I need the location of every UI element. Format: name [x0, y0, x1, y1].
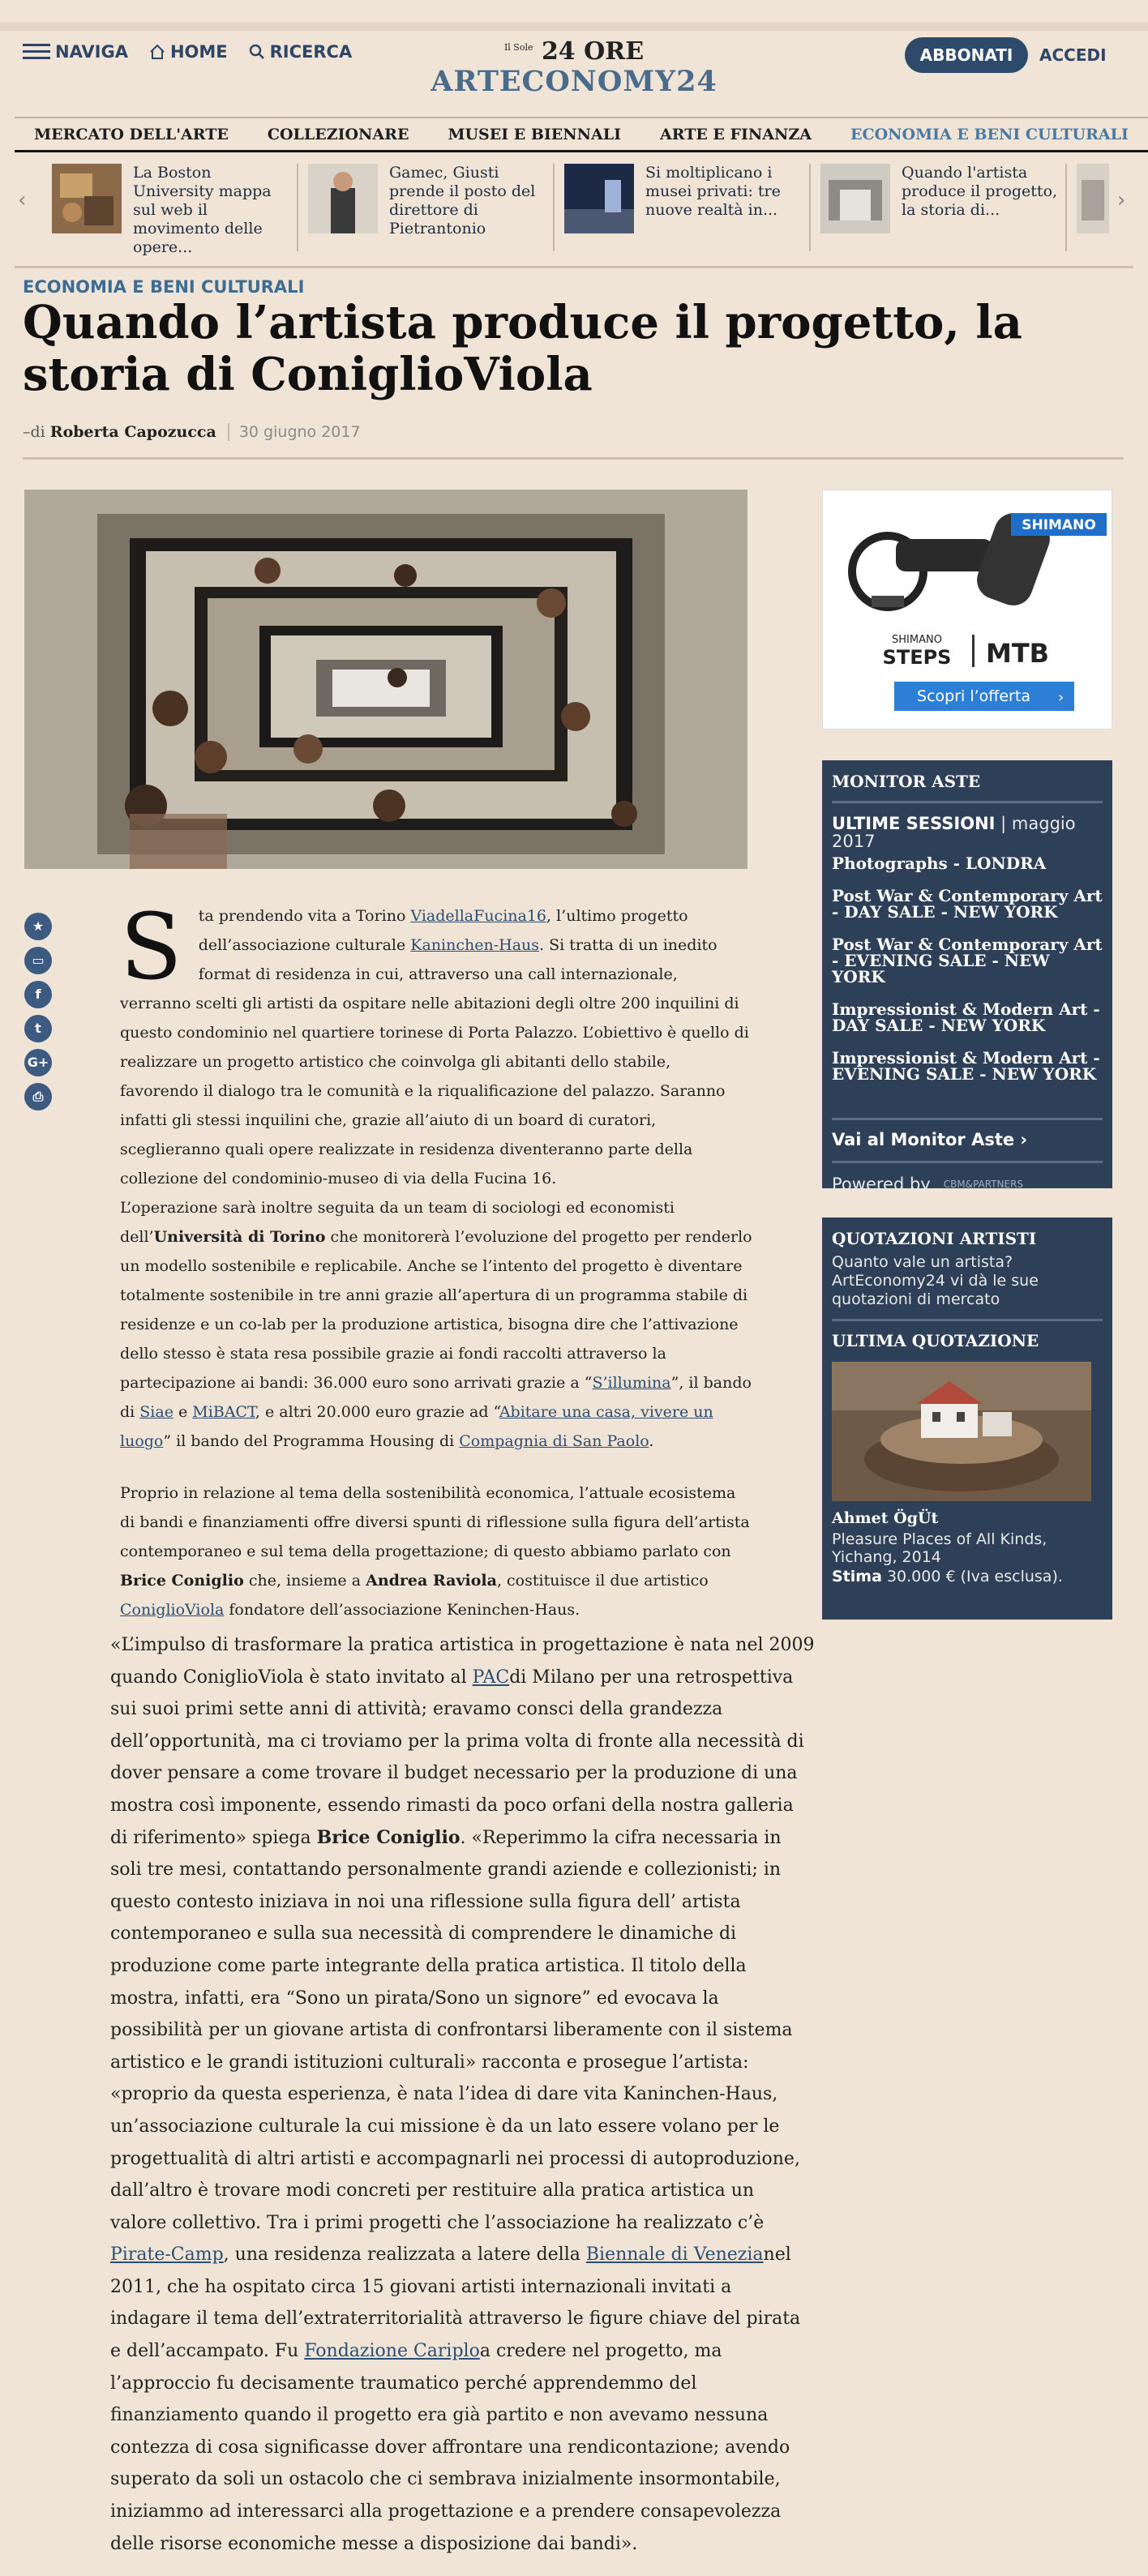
article-body-quote	[110, 1629, 816, 2560]
text: . «Reperimmo la cifra necessaria in soli tre mesi, contattando personalmente grandi aziende e collezionisti; in questo contesto iniziava in noi una riflessione sulla figura dell’ artista contemporaneo e sulla sua necessità di comprendere le dinamiche di produzione come parte integrante della pratica artistica. Il titolo della mostra, infatti, era “Sono un pirata/Sono un signore” ed evocava la possibilità per un giovane artista di confrontarsi liberamente con il sistema artistico e le grandi istituzioni culturali» racconta e prosegue l’artista: «proprio da questa esperienza, è nata l’idea di dare vita Kaninchen-Haus, un’associazione culturale la cui missione è da un lato essere volano per le progettualità di altri artisti e accompagnarli nei processi di autoproduzione, dall’altro è trovare modi concreti per restituire alla pratica artistica un valore collettivo. Tra i primi progetti che l’associazione ha realizzato c’è	[110, 1827, 800, 2233]
bold-text: Università di Torino	[153, 1228, 326, 1246]
link-fondazione-cariplo[interactable]: Fondazione Cariplo	[304, 2341, 480, 2362]
text: «L’impulso di trasformare la pratica artistica in progettazione è nata nel 2009 quando ConiglioViola è stato invitato al	[110, 1635, 815, 1688]
stima-label: Stima	[832, 1568, 882, 1585]
link-pirate-camp[interactable]: Pirate-Camp	[110, 2244, 224, 2266]
partner-logo[interactable]: CBM&PARTNERS	[943, 1179, 1024, 1190]
publish-date: 30 giugno 2017	[228, 423, 361, 441]
paragraph	[120, 895, 752, 1193]
search-icon	[249, 44, 265, 60]
divider	[832, 1319, 1103, 1321]
auction-item[interactable]: Photographs - LONDRA	[832, 854, 1047, 873]
section-economia[interactable]: ECONOMIA E BENI CULTURALI	[850, 125, 1129, 143]
section-collezionare[interactable]: COLLEZIONARE	[267, 125, 409, 143]
link-biennale-venezia[interactable]: Biennale di Venezia	[585, 2244, 764, 2266]
ricerca-label: RICERCA	[269, 42, 353, 62]
link-kaninchen-haus[interactable]: Kaninchen-Haus	[410, 936, 540, 954]
link-sillumina[interactable]: S’illumina	[592, 1374, 671, 1392]
text: ”, il bando di	[120, 1374, 752, 1421]
link-pac[interactable]: PAC	[472, 1667, 510, 1688]
divider	[832, 1118, 1103, 1120]
link-coniglioviola[interactable]: ConiglioViola	[120, 1601, 225, 1619]
section-arte-finanza[interactable]: ARTE E FINANZA	[660, 125, 812, 143]
section-musei[interactable]: MUSEI E BIENNALI	[448, 125, 621, 143]
login-link[interactable]: ACCEDI	[1039, 45, 1107, 65]
carousel-item[interactable]	[52, 164, 295, 256]
author-name[interactable]: Roberta Capozucca	[49, 423, 216, 441]
ad-product-line1: SHIMANO	[892, 634, 942, 646]
bold-text: Andrea Raviola	[366, 1572, 497, 1590]
artwork-title: Pleasure Places of All Kinds, Yichang, 2014	[832, 1530, 1047, 1566]
text: nel 2011, che ha ospitato circa 15 giovani artisti internazionali invitati a indagare il tema dell’extraterritorialità attraverso le figure chiave del pirata e dell’accampato. Fu	[110, 2244, 801, 2362]
text: ” il bando del Programma Housing di	[163, 1432, 460, 1450]
carousel-title: Si moltiplicano i musei privati: tre nuove realtà in...	[645, 164, 781, 219]
divider	[832, 1161, 1103, 1163]
stima-value: 30.000 € (Iva esclusa).	[886, 1568, 1063, 1585]
last-quote-label: ULTIMA QUOTAZIONE	[832, 1331, 1039, 1350]
drop-cap: S	[120, 895, 182, 1000]
ad-brand: SHIMANO	[1022, 517, 1096, 533]
ad-product-line2: STEPS	[882, 646, 952, 669]
text: , e altri 20.000 euro grazie ad “	[255, 1403, 499, 1421]
powered-by	[832, 1175, 1103, 1194]
chevron-left-icon[interactable]: ‹	[18, 188, 27, 212]
chevron-right-icon: ›	[1020, 1130, 1028, 1149]
quotazioni-desc: Quanto vale un artista? ArtEconomy24 vi dà le sue quotazioni di mercato	[832, 1253, 1039, 1308]
paragraph	[120, 1193, 752, 1456]
quotazioni-title: QUOTAZIONI ARTISTI	[832, 1229, 1037, 1248]
carousel-divider	[297, 164, 298, 251]
brand-24ore: 24 ORE	[541, 37, 645, 66]
carousel-title: Quando l'artista produce il progetto, la storia di...	[902, 164, 1058, 219]
chevron-right-icon: ›	[1058, 689, 1064, 706]
top-strip	[0, 23, 1148, 31]
bold-text: Brice Coniglio	[120, 1572, 244, 1590]
text: , costituisce il due artistico	[496, 1572, 709, 1590]
carousel-item[interactable]	[308, 164, 551, 251]
text: , l’ultimo progetto dell’associazione culturale	[198, 907, 688, 954]
divider	[15, 266, 1133, 268]
auction-item[interactable]: Impressionist & Modern Art - EVENING SALE - NEW YORK	[832, 1048, 1100, 1084]
byline	[23, 423, 361, 441]
hero-image	[24, 490, 747, 869]
link-viadellafucina16[interactable]: ViadellaFucina16	[410, 907, 547, 925]
monitor-aste-box	[822, 760, 1112, 1194]
brand-main: ARTECONOMY24	[430, 65, 718, 98]
section-mercato[interactable]: MERCATO DELL'ARTE	[34, 125, 229, 143]
text: .	[649, 1432, 654, 1450]
text: che, insieme a	[243, 1572, 366, 1590]
text: fondatore dell’associazione Keninchen-Haus.	[224, 1601, 580, 1619]
artwork-image[interactable]	[832, 1362, 1091, 1501]
divider	[832, 801, 1103, 803]
text: che monitorerà l’evoluzione del progetto per renderlo un modello sostenibile e replicabile. Anche se l’intento del progetto è diventare totalmente sostenibile in tre anni grazie all’apertura di un programma stabile di residenze e un co-lab per la produzione artistica, bisogna dire che l’attivazione dello stesso è stata resa possibile grazie ai fondi raccolti attraverso la partecipazione ai bandi: 36.000 euro sono arrivati grazie a “	[120, 1228, 752, 1392]
link-siae[interactable]: Siae	[139, 1403, 173, 1421]
share-bar	[24, 913, 54, 1117]
news-carousel	[15, 159, 1133, 256]
star-icon[interactable]: ★	[24, 913, 52, 940]
auction-item[interactable]: Impressionist & Modern Art - DAY SALE - NEW YORK	[832, 999, 1100, 1035]
sessions-line: ULTIME SESSIONI | maggio 2017	[832, 814, 1076, 851]
text: , una residenza realizzata a latere della	[223, 2244, 586, 2266]
sessions-label: ULTIME SESSIONI	[832, 814, 996, 833]
sessions-date: maggio 2017	[832, 814, 1076, 851]
home-label: HOME	[169, 42, 228, 62]
carousel-thumb	[308, 164, 378, 233]
monitor-link-label: Vai al Monitor Aste	[832, 1130, 1015, 1149]
naviga-button[interactable]	[23, 42, 128, 62]
article-kicker[interactable]: ECONOMIA E BENI CULTURALI	[23, 277, 305, 297]
carousel-divider	[809, 164, 811, 251]
text: a credere nel progetto, ma l’approccio fu decisamente traumatico perché apprendemmo del finanziamento quando il progetto era già partito e non avevamo nessuna contezza di cosa significasse dover affrontare una rendicontazione; avendo superato da soli un ostacolo che ci sembrava inizialmente insormontabile, iniziammo ad interessarci alla progettazione e a prendere consapevolezza delle risorse economiche messe a disposizione dai bandi».	[110, 2341, 790, 2554]
carousel-divider	[553, 164, 555, 251]
home-link[interactable]	[149, 42, 228, 62]
text: . Si tratta di un inedito format di residenza in cui, attraverso una call internazionale, verranno scelti gli artisti da ospitare nelle abitazioni degli oltre 200 inquilini di questo condominio nel quartiere torinese di Porta Palazzo. L’obiettivo è quello di realizzare un progetto artistico che coinvolga gli abitanti dello stabile, favorendo il dialogo tra le comunità e la riqualificazione del palazzo. Saranno infatti gli stessi inquilini che, grazie all’aiuto di un board di curatori, sceglieranno quali opere realizzate in residenza diventeranno parte della collezione del condominio-museo di via della Fucina 16.	[120, 936, 749, 1187]
carousel-title: Gamec, Giusti prende il posto del direttore di Pietrantonio	[389, 164, 536, 237]
ricerca-button[interactable]	[249, 42, 353, 62]
monitor-link[interactable]	[832, 1130, 1103, 1149]
google-plus-icon[interactable]: G+	[24, 1049, 52, 1076]
carousel-divider	[1065, 164, 1067, 251]
site-header	[0, 31, 1148, 112]
text: di Milano per una retrospettiva sui suoi primi sette anni di attività; eravamo consci della grandezza dell’opportunità, ma ci troviamo per la prima volta di fronte alla necessità di dover pensare a come trovare il budget necessario per la produzione di una mostra così imponente, essendo rimasti da poco orfani della nostra galleria di riferimento» spiega	[110, 1667, 804, 1848]
bold-text: Brice Coniglio	[316, 1826, 460, 1848]
brand-small: Il Sole	[503, 42, 533, 53]
carousel-thumb-partial	[1077, 164, 1109, 233]
hamburger-icon	[23, 43, 50, 61]
article-body-intro	[120, 895, 752, 1456]
powered-label: Powered by	[832, 1175, 931, 1194]
by-prefix: –di	[23, 423, 45, 441]
carousel-thumb	[820, 164, 890, 233]
artist-name[interactable]: Ahmet ÖgÜt	[832, 1509, 939, 1527]
facebook-icon[interactable]: f	[24, 981, 52, 1008]
carousel-item[interactable]	[564, 164, 807, 251]
auction-item[interactable]: Post War & Contemporary Art - DAY SALE - NEW YORK	[832, 886, 1103, 922]
link-mibact[interactable]: MiBACT	[192, 1403, 255, 1421]
link-compagnia-san-paolo[interactable]: Compagnia di San Paolo	[459, 1432, 649, 1450]
ad-cta[interactable]: Scopri l’offerta	[917, 687, 1030, 705]
carousel-title: La Boston University mappa sul web il movimento delle opere...	[133, 164, 272, 256]
carousel-item[interactable]	[820, 164, 1064, 251]
article-title: Quando l’artista produce il progetto, la storia di ConiglioViola	[23, 296, 1022, 401]
carousel-thumb	[564, 164, 634, 233]
ad-product-line3: MTB	[985, 638, 1050, 669]
auction-item[interactable]: Post War & Contemporary Art - EVENING SALE - NEW YORK	[832, 935, 1103, 986]
text: e	[173, 1403, 193, 1421]
text: ta prendendo vita a Torino	[198, 907, 411, 925]
section-nav	[15, 117, 1148, 152]
home-icon	[149, 44, 165, 60]
print-icon[interactable]: ⎙	[24, 1083, 52, 1110]
text: L’operazione sarà inoltre seguita da un team di sociologi ed economisti dell’	[120, 1199, 675, 1246]
divider	[23, 457, 1124, 460]
header-nav	[23, 42, 373, 62]
text: Proprio in relazione al tema della sostenibilità economica, l’attuale ecosistema di bandi e finanziamenti offre diversi spunti di riflessione sulla figura dell’artista contemporaneo e sul tema della progettazione; di questo abbiamo parlato con	[120, 1484, 750, 1560]
subscribe-button[interactable]: ABBONATI	[905, 37, 1028, 73]
twitter-icon[interactable]: t	[24, 1015, 52, 1042]
stairwell-photo	[24, 490, 747, 869]
ad-creative	[823, 490, 1112, 730]
stima-line	[832, 1568, 1103, 1585]
link-abitare-una-casa[interactable]: Abitare una casa, vivere un luogo	[120, 1403, 713, 1450]
monitor-title: MONITOR ASTE	[832, 772, 981, 791]
carousel-thumb	[52, 164, 122, 233]
chevron-right-icon[interactable]: ›	[1117, 188, 1126, 212]
comment-icon[interactable]: ▭	[24, 947, 52, 974]
brand-logo[interactable]	[405, 34, 743, 98]
brand-top	[405, 34, 743, 66]
paragraph	[120, 1478, 752, 1624]
naviga-label: NAVIGA	[55, 42, 128, 62]
quotazioni-box	[822, 1217, 1112, 1620]
advertisement[interactable]	[822, 490, 1112, 730]
